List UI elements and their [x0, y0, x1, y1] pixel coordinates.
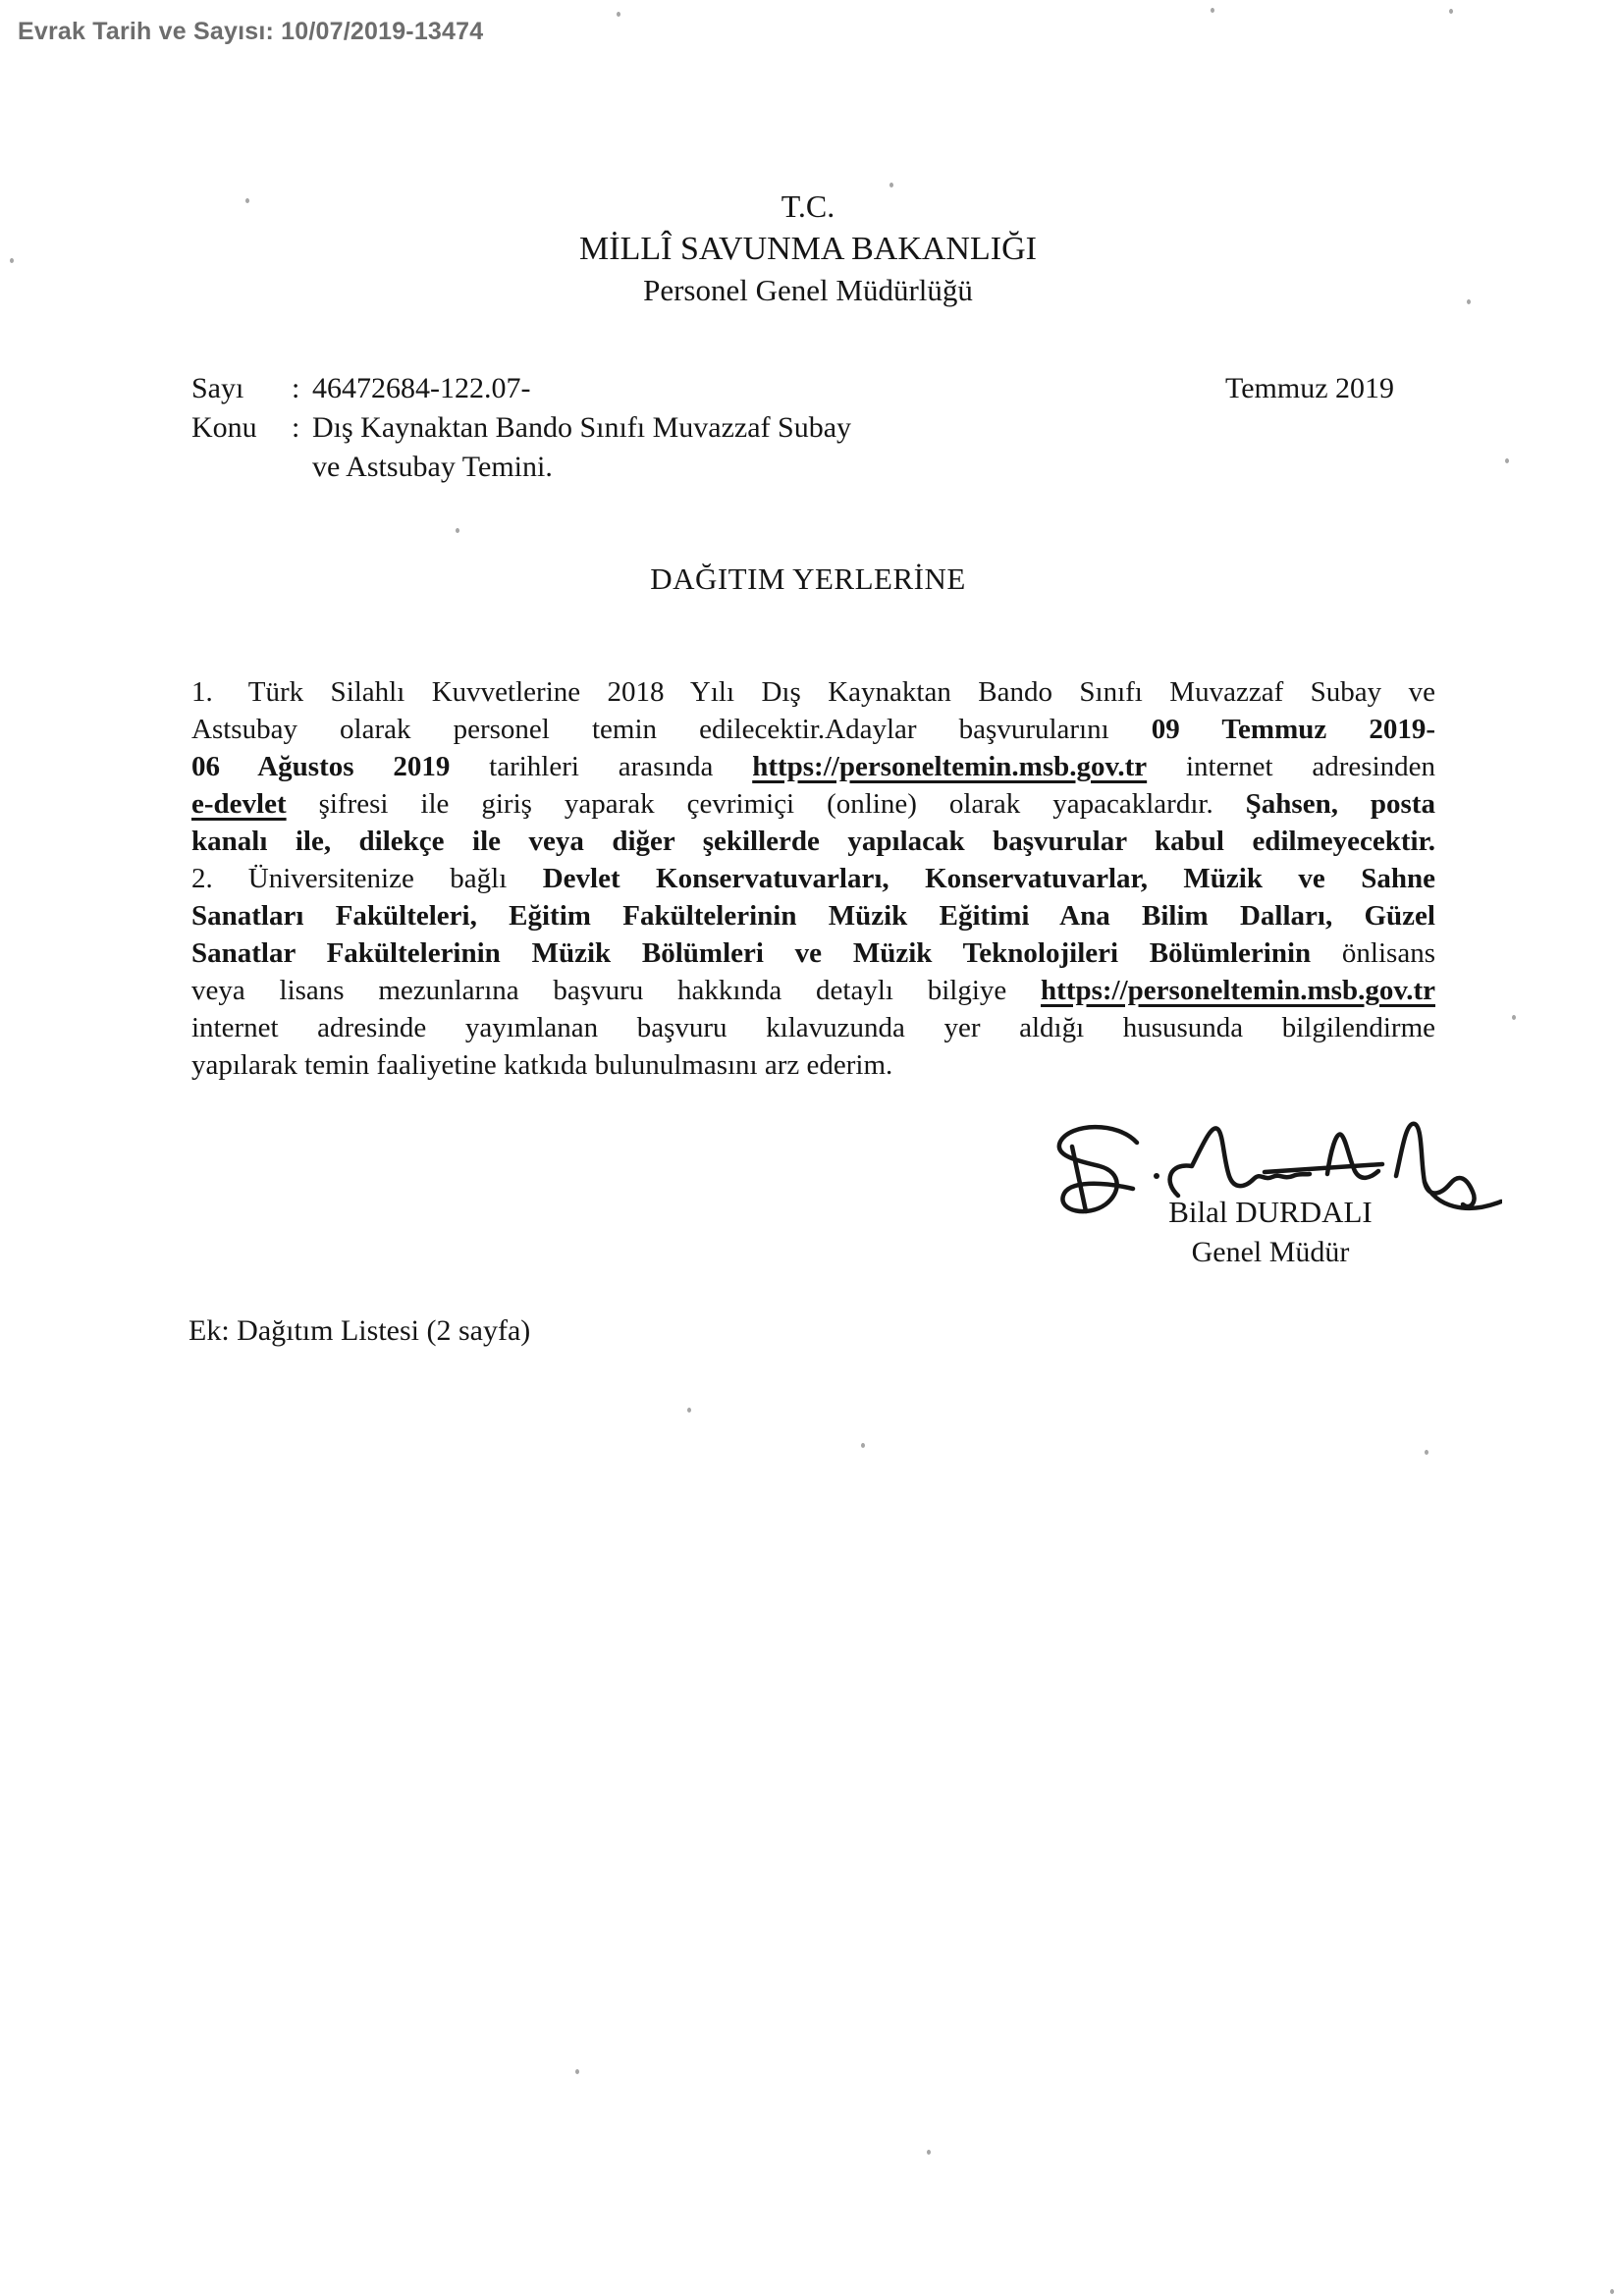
body-line [191, 1046, 1435, 1084]
scan-speck [889, 183, 893, 187]
signatory-title: Genel Müdür [1191, 1236, 1350, 1268]
text-segment: Şahsen, posta [1245, 788, 1435, 820]
text-segment: Türk Silahlı Kuvvetlerine 2018 Yılı Dış Kaynaktan Bando Sınıfı Muvazzaf Subay ve [247, 676, 1435, 708]
sayi-label: Sayı [191, 372, 244, 404]
text-segment: internet adresinden [1147, 751, 1435, 782]
body-line [191, 823, 1435, 860]
text-segment: kanalı ile, dilekçe ile veya diğer şekillerde yapılacak başvurular kabul edilmeyecektir. [191, 826, 1435, 857]
scan-speck [1610, 2289, 1614, 2294]
scan-speck [1467, 299, 1471, 304]
salutation: DAĞITIM YERLERİNE [650, 561, 966, 596]
body-line [191, 673, 1435, 711]
konu-label: Konu [191, 411, 257, 444]
text-segment: internet adresinde yayımlanan başvuru kılavuzunda yer aldığı hususunda bilgilendirme [191, 1012, 1435, 1043]
scan-speck [617, 12, 620, 17]
body-line [191, 897, 1435, 934]
body-paragraphs [191, 673, 1435, 1084]
text-segment: Sanatlar Fakültelerinin Müzik Bölümleri ve Müzik Teknolojileri Bölümlerinin [191, 937, 1312, 969]
konu-colon: : [292, 411, 300, 444]
text-segment: 09 Temmuz 2019- [1151, 714, 1435, 745]
scan-speck [1505, 458, 1509, 463]
body-line [191, 711, 1435, 748]
scan-speck [456, 528, 459, 533]
text-segment: Astsubay olarak personel temin edilecektir.Adaylar başvurularını [191, 714, 1152, 745]
registry-stamp: Evrak Tarih ve Sayısı: 10/07/2019-13474 [18, 18, 484, 45]
konu-value-line2: ve Astsubay Temini. [312, 451, 553, 483]
letter-date: Temmuz 2019 [1225, 372, 1395, 404]
text-segment: 06 Ağustos 2019 [191, 751, 451, 782]
text-segment: 2. [191, 863, 213, 894]
url-personeltemin: https://personeltemin.msb.gov.tr [1041, 975, 1435, 1006]
scan-speck [927, 2150, 931, 2155]
scan-speck [687, 1408, 691, 1413]
sayi-value: 46472684-122.07- [312, 372, 531, 404]
sayi-colon: : [292, 372, 300, 404]
scan-speck [861, 1443, 865, 1448]
scan-speck [10, 258, 14, 263]
letterhead-ministry: MİLLÎ SAVUNMA BAKANLIĞI [579, 231, 1037, 267]
attachment-note: Ek: Dağıtım Listesi (2 sayfa) [189, 1314, 531, 1347]
signatory-name: Bilal DURDALI [1168, 1195, 1373, 1229]
scan-speck [245, 198, 249, 203]
letterhead [0, 190, 1616, 305]
letterhead-department: Personel Genel Müdürlüğü [643, 273, 973, 307]
text-segment: Devlet Konservatuvarları, Konservatuvarlar, Müzik ve Sahne [542, 863, 1435, 894]
letterhead-tc: T.C. [781, 188, 835, 224]
body-line [191, 1009, 1435, 1046]
text-segment: veya lisans mezunlarına başvuru hakkında detaylı bilgiye [191, 975, 1042, 1006]
scan-speck [575, 2069, 579, 2074]
konu-value-line1: Dış Kaynaktan Bando Sınıfı Muvazzaf Subay [312, 411, 852, 444]
scan-speck [1211, 8, 1214, 13]
text-segment: Sanatları Fakülteleri, Eğitim Fakültelerinin Müzik Eğitimi Ana Bilim Dalları, Güzel [191, 900, 1435, 932]
text-segment: 1. [191, 676, 213, 708]
scan-speck [1425, 1450, 1428, 1455]
text-segment: önlisans [1311, 937, 1435, 969]
body-line [191, 748, 1435, 785]
text-segment: Üniversitenize bağlı [247, 863, 543, 894]
scan-speck [1449, 9, 1453, 14]
body-line [191, 860, 1435, 897]
text-segment: şifresi ile giriş yaparak çevrimiçi (online) olarak yapacaklardır. [286, 788, 1246, 820]
text-segment: tarihleri arasında [450, 751, 753, 782]
body-line [191, 934, 1435, 972]
body-line [191, 972, 1435, 1009]
body-line [191, 785, 1435, 823]
e-devlet-term: e-devlet [191, 788, 287, 820]
text-segment: yapılarak temin faaliyetine katkıda bulunulmasını arz ederim. [191, 1049, 893, 1081]
scan-speck [1512, 1015, 1516, 1020]
url-personeltemin: https://personeltemin.msb.gov.tr [752, 751, 1148, 782]
